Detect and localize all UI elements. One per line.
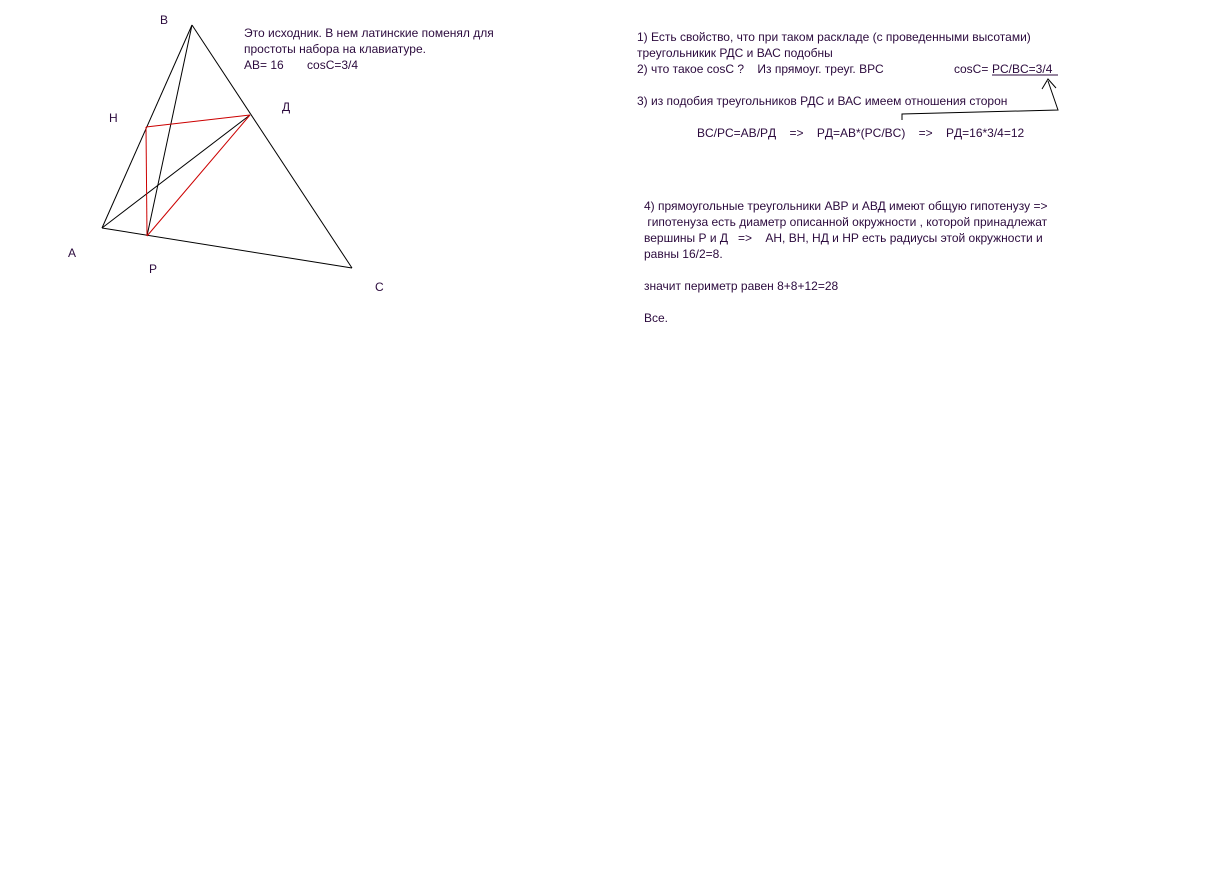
given-values: AB= 16 cosC=3/4	[244, 58, 359, 72]
step2-cos-ratio: PC/BC=3/4	[992, 62, 1053, 76]
source-note-line2: простоты набора на клавиатуре.	[244, 42, 426, 56]
step1-line2: треугольникик РДС и ВАС подобны	[637, 46, 833, 60]
side-ac	[102, 228, 352, 268]
segment-hd	[146, 115, 250, 127]
vertex-label-b: B	[160, 13, 169, 27]
vertex-label-p: P	[149, 262, 158, 276]
source-note-line1: Это исходник. В нем латинские поменял для	[244, 26, 494, 40]
vertex-label-h: H	[109, 111, 118, 125]
step1-line1: 1) Есть свойство, что при таком раскладе (с проведенными высотами)	[637, 30, 1031, 44]
step4-line4: равны 16/2=8.	[644, 247, 723, 261]
vertex-label-d: Д	[282, 100, 291, 114]
step4-line2: гипотенуза есть диаметр описанной окружности , которой принадлежат	[644, 215, 1048, 229]
vertex-label-a: A	[68, 246, 77, 260]
step3-formula: BC/PC=AB/PД => PД=AB*(PC/BC) => PД=16*3/4=12	[697, 126, 1025, 140]
vertex-label-c: C	[375, 280, 384, 294]
conclusion: значит периметр равен 8+8+12=28	[644, 279, 839, 293]
segment-hp	[146, 127, 147, 236]
step3-text: 3) из подобия треугольников РДС и ВАС имеем отношения сторон	[637, 94, 1008, 108]
step2-text: 2) что такое cosC ? Из прямоуг. треуг. ВРС	[637, 62, 884, 76]
altitude-bp	[147, 25, 192, 236]
altitude-ad	[102, 115, 250, 228]
step4-line1: 4) прямоугольные треугольники АВР и АВД имеют общую гипотенузу =>	[644, 199, 1048, 213]
step4-line3: вершины Р и Д => AH, BH, HД и HP есть радиусы этой окружности и	[644, 231, 1043, 245]
step2-cos-label: cosC=	[954, 62, 989, 76]
end-note: Все.	[644, 311, 669, 325]
segment-pd	[147, 115, 250, 236]
